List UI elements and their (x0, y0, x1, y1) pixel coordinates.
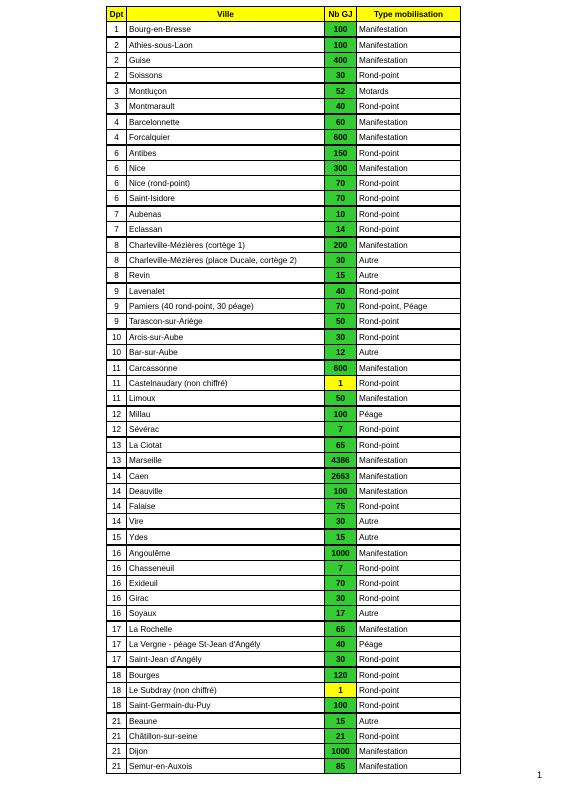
table-row (107, 161, 461, 176)
cell-ville: Nice (127, 161, 325, 176)
cell-ville: Vire (127, 514, 325, 530)
cell-dpt: 15 (107, 529, 127, 545)
table-row (107, 299, 461, 314)
cell-dpt: 11 (107, 376, 127, 391)
cell-type-mobilisation: Manifestation (357, 468, 461, 484)
cell-nb-gj: 30 (325, 329, 357, 345)
table-row (107, 437, 461, 453)
cell-nb-gj: 30 (325, 514, 357, 530)
cell-type-mobilisation: Rond-point (357, 576, 461, 591)
cell-nb-gj: 70 (325, 299, 357, 314)
cell-dpt: 8 (107, 268, 127, 284)
cell-ville: Athies-sous-Laon (127, 37, 325, 53)
cell-nb-gj: 17 (325, 606, 357, 622)
cell-dpt: 7 (107, 222, 127, 238)
cell-type-mobilisation: Rond-point (357, 314, 461, 330)
cell-dpt: 16 (107, 561, 127, 576)
cell-type-mobilisation: Rond-point, Péage (357, 299, 461, 314)
cell-dpt: 6 (107, 161, 127, 176)
cell-nb-gj: 65 (325, 621, 357, 637)
cell-dpt: 10 (107, 329, 127, 345)
cell-nb-gj: 100 (325, 406, 357, 422)
cell-nb-gj: 7 (325, 561, 357, 576)
cell-type-mobilisation: Rond-point (357, 683, 461, 698)
cell-ville: Castelnaudary (non chiffré) (127, 376, 325, 391)
cell-nb-gj: 40 (325, 283, 357, 299)
cell-ville: Limoux (127, 391, 325, 407)
cell-dpt: 14 (107, 514, 127, 530)
cell-type-mobilisation: Rond-point (357, 176, 461, 191)
cell-type-mobilisation: Manifestation (357, 484, 461, 499)
cell-dpt: 2 (107, 53, 127, 68)
cell-ville: Exideuil (127, 576, 325, 591)
cell-dpt: 17 (107, 637, 127, 652)
cell-type-mobilisation: Manifestation (357, 130, 461, 146)
cell-type-mobilisation: Autre (357, 268, 461, 284)
table-body (107, 22, 461, 774)
table-row (107, 376, 461, 391)
table-row (107, 53, 461, 68)
cell-dpt: 2 (107, 68, 127, 84)
cell-nb-gj: 1000 (325, 545, 357, 561)
cell-dpt: 12 (107, 422, 127, 438)
table-row (107, 68, 461, 84)
cell-type-mobilisation: Péage (357, 637, 461, 652)
cell-ville: Bourges (127, 667, 325, 683)
cell-type-mobilisation: Rond-point (357, 591, 461, 606)
cell-dpt: 6 (107, 191, 127, 207)
table-row (107, 591, 461, 606)
cell-ville: Dijon (127, 744, 325, 759)
table-row (107, 83, 461, 99)
table-row (107, 130, 461, 146)
cell-dpt: 12 (107, 406, 127, 422)
cell-type-mobilisation: Manifestation (357, 22, 461, 38)
cell-ville: Arcis-sur-Aube (127, 329, 325, 345)
cell-nb-gj: 300 (325, 161, 357, 176)
table-row (107, 545, 461, 561)
table-row (107, 468, 461, 484)
cell-dpt: 14 (107, 484, 127, 499)
cell-type-mobilisation: Autre (357, 514, 461, 530)
cell-dpt: 9 (107, 283, 127, 299)
table-row (107, 145, 461, 161)
cell-type-mobilisation: Rond-point (357, 145, 461, 161)
cell-ville: Saint-Germain-du-Puy (127, 698, 325, 714)
table-row (107, 529, 461, 545)
cell-type-mobilisation: Manifestation (357, 161, 461, 176)
table-row (107, 406, 461, 422)
cell-dpt: 21 (107, 744, 127, 759)
cell-ville: La Ciotat (127, 437, 325, 453)
cell-nb-gj: 100 (325, 22, 357, 38)
cell-type-mobilisation: Autre (357, 529, 461, 545)
cell-nb-gj: 100 (325, 698, 357, 714)
table-row (107, 729, 461, 744)
cell-dpt: 8 (107, 237, 127, 253)
table-row (107, 667, 461, 683)
cell-nb-gj: 30 (325, 68, 357, 84)
cell-nb-gj: 30 (325, 591, 357, 606)
table-row (107, 253, 461, 268)
table-row (107, 206, 461, 222)
cell-dpt: 7 (107, 206, 127, 222)
cell-dpt: 11 (107, 391, 127, 407)
cell-nb-gj: 10 (325, 206, 357, 222)
cell-type-mobilisation: Rond-point (357, 437, 461, 453)
table-row (107, 345, 461, 361)
cell-ville: Guise (127, 53, 325, 68)
table-row (107, 329, 461, 345)
cell-type-mobilisation: Rond-point (357, 329, 461, 345)
cell-nb-gj: 1000 (325, 744, 357, 759)
cell-ville: Soyaux (127, 606, 325, 622)
cell-dpt: 2 (107, 37, 127, 53)
cell-nb-gj: 15 (325, 713, 357, 729)
table-row (107, 561, 461, 576)
table-row (107, 621, 461, 637)
cell-dpt: 8 (107, 253, 127, 268)
cell-ville: Châtillon-sur-seine (127, 729, 325, 744)
table-row (107, 606, 461, 622)
cell-nb-gj: 60 (325, 114, 357, 130)
header-row (107, 7, 461, 22)
cell-nb-gj: 2663 (325, 468, 357, 484)
cell-type-mobilisation: Rond-point (357, 222, 461, 238)
cell-type-mobilisation: Rond-point (357, 698, 461, 714)
cell-nb-gj: 70 (325, 576, 357, 591)
table-row (107, 391, 461, 407)
cell-type-mobilisation: Rond-point (357, 729, 461, 744)
cell-ville: Pamiers (40 rond-point, 30 péage) (127, 299, 325, 314)
cell-ville: Forcalquier (127, 130, 325, 146)
cell-nb-gj: 12 (325, 345, 357, 361)
cell-type-mobilisation: Manifestation (357, 53, 461, 68)
cell-nb-gj: 120 (325, 667, 357, 683)
cell-nb-gj: 15 (325, 529, 357, 545)
table-row (107, 191, 461, 207)
table-row (107, 759, 461, 774)
cell-ville: Aubenas (127, 206, 325, 222)
cell-type-mobilisation: Rond-point (357, 422, 461, 438)
cell-ville: Barcelonnette (127, 114, 325, 130)
cell-ville: Deauville (127, 484, 325, 499)
cell-ville: Carcassonne (127, 360, 325, 376)
cell-ville: Antibes (127, 145, 325, 161)
cell-dpt: 14 (107, 468, 127, 484)
cell-ville: Tarascon-sur-Ariège (127, 314, 325, 330)
cell-nb-gj: 1 (325, 683, 357, 698)
cell-type-mobilisation: Rond-point (357, 68, 461, 84)
cell-nb-gj: 600 (325, 130, 357, 146)
cell-ville: Le Subdray (non chiffré) (127, 683, 325, 698)
table-row (107, 37, 461, 53)
cell-ville: Bourg-en-Bresse (127, 22, 325, 38)
cell-dpt: 17 (107, 621, 127, 637)
table-row (107, 222, 461, 238)
cell-nb-gj: 200 (325, 237, 357, 253)
cell-ville: Girac (127, 591, 325, 606)
cell-dpt: 6 (107, 176, 127, 191)
cell-dpt: 9 (107, 314, 127, 330)
cell-type-mobilisation: Manifestation (357, 391, 461, 407)
table-row (107, 484, 461, 499)
cell-ville: Nice (rond-point) (127, 176, 325, 191)
table-row (107, 499, 461, 514)
table-row (107, 314, 461, 330)
cell-dpt: 18 (107, 667, 127, 683)
cell-dpt: 9 (107, 299, 127, 314)
table-row (107, 713, 461, 729)
cell-ville: Charleville-Mézières (cortège 1) (127, 237, 325, 253)
cell-ville: La Vergne - péage St-Jean d'Angély (127, 637, 325, 652)
header-dpt: Dpt (107, 7, 127, 22)
cell-type-mobilisation: Manifestation (357, 453, 461, 469)
cell-type-mobilisation: Rond-point (357, 191, 461, 207)
table-row (107, 683, 461, 698)
cell-nb-gj: 21 (325, 729, 357, 744)
cell-type-mobilisation: Rond-point (357, 376, 461, 391)
mobilisation-table (106, 6, 461, 774)
cell-dpt: 13 (107, 453, 127, 469)
table-row (107, 176, 461, 191)
cell-ville: Revin (127, 268, 325, 284)
cell-dpt: 16 (107, 591, 127, 606)
cell-ville: Soissons (127, 68, 325, 84)
cell-type-mobilisation: Manifestation (357, 545, 461, 561)
cell-nb-gj: 75 (325, 499, 357, 514)
cell-dpt: 16 (107, 606, 127, 622)
cell-type-mobilisation: Autre (357, 713, 461, 729)
header-nb-gj: Nb GJ (325, 7, 357, 22)
cell-ville: Falaise (127, 499, 325, 514)
cell-type-mobilisation: Autre (357, 253, 461, 268)
cell-type-mobilisation: Manifestation (357, 744, 461, 759)
table-row (107, 22, 461, 38)
cell-ville: Marseille (127, 453, 325, 469)
cell-dpt: 13 (107, 437, 127, 453)
cell-ville: Angoulême (127, 545, 325, 561)
cell-nb-gj: 4386 (325, 453, 357, 469)
table-row (107, 652, 461, 668)
cell-dpt: 4 (107, 114, 127, 130)
table-row (107, 99, 461, 115)
table-row (107, 637, 461, 652)
cell-ville: Millau (127, 406, 325, 422)
table-row (107, 114, 461, 130)
cell-type-mobilisation: Rond-point (357, 499, 461, 514)
cell-dpt: 21 (107, 729, 127, 744)
cell-dpt: 3 (107, 99, 127, 115)
cell-nb-gj: 14 (325, 222, 357, 238)
cell-ville: Chasseneuil (127, 561, 325, 576)
table-row (107, 422, 461, 438)
cell-dpt: 21 (107, 759, 127, 774)
cell-nb-gj: 40 (325, 99, 357, 115)
cell-nb-gj: 600 (325, 360, 357, 376)
cell-ville: Beaune (127, 713, 325, 729)
cell-dpt: 16 (107, 576, 127, 591)
cell-nb-gj: 1 (325, 376, 357, 391)
cell-dpt: 1 (107, 22, 127, 38)
cell-dpt: 16 (107, 545, 127, 561)
cell-type-mobilisation: Manifestation (357, 237, 461, 253)
cell-type-mobilisation: Rond-point (357, 283, 461, 299)
cell-dpt: 11 (107, 360, 127, 376)
cell-ville: Semur-en-Auxois (127, 759, 325, 774)
cell-dpt: 6 (107, 145, 127, 161)
cell-type-mobilisation: Manifestation (357, 621, 461, 637)
cell-ville: Saint-Jean d'Angély (127, 652, 325, 668)
cell-nb-gj: 100 (325, 37, 357, 53)
table-row (107, 514, 461, 530)
cell-type-mobilisation: Rond-point (357, 667, 461, 683)
cell-nb-gj: 40 (325, 637, 357, 652)
cell-nb-gj: 7 (325, 422, 357, 438)
cell-type-mobilisation: Autre (357, 345, 461, 361)
cell-type-mobilisation: Rond-point (357, 652, 461, 668)
cell-type-mobilisation: Manifestation (357, 759, 461, 774)
cell-type-mobilisation: Rond-point (357, 99, 461, 115)
cell-dpt: 21 (107, 713, 127, 729)
cell-ville: La Rochelle (127, 621, 325, 637)
cell-type-mobilisation: Motards (357, 83, 461, 99)
cell-ville: Bar-sur-Aube (127, 345, 325, 361)
table-row (107, 453, 461, 469)
cell-type-mobilisation: Manifestation (357, 114, 461, 130)
header-type-mobilisation: Type mobilisation (357, 7, 461, 22)
cell-ville: Montluçon (127, 83, 325, 99)
page-number: 1 (537, 770, 543, 780)
cell-dpt: 3 (107, 83, 127, 99)
cell-nb-gj: 150 (325, 145, 357, 161)
cell-ville: Charleville-Mézières (place Ducale, cortège 2) (127, 253, 325, 268)
cell-nb-gj: 30 (325, 652, 357, 668)
cell-nb-gj: 50 (325, 391, 357, 407)
cell-ville: Ydes (127, 529, 325, 545)
cell-type-mobilisation: Rond-point (357, 561, 461, 576)
cell-nb-gj: 85 (325, 759, 357, 774)
cell-type-mobilisation: Manifestation (357, 360, 461, 376)
cell-dpt: 14 (107, 499, 127, 514)
table-row (107, 576, 461, 591)
cell-nb-gj: 100 (325, 484, 357, 499)
cell-type-mobilisation: Péage (357, 406, 461, 422)
cell-type-mobilisation: Manifestation (357, 37, 461, 53)
cell-ville: Saint-Isidore (127, 191, 325, 207)
header-ville: Ville (127, 7, 325, 22)
table-row (107, 268, 461, 284)
cell-dpt: 18 (107, 698, 127, 714)
cell-nb-gj: 400 (325, 53, 357, 68)
cell-ville: Sévérac (127, 422, 325, 438)
cell-type-mobilisation: Rond-point (357, 206, 461, 222)
cell-dpt: 18 (107, 683, 127, 698)
cell-dpt: 4 (107, 130, 127, 146)
cell-ville: Caen (127, 468, 325, 484)
cell-dpt: 17 (107, 652, 127, 668)
cell-nb-gj: 70 (325, 176, 357, 191)
cell-ville: Montmarault (127, 99, 325, 115)
table-row (107, 744, 461, 759)
cell-nb-gj: 15 (325, 268, 357, 284)
cell-nb-gj: 70 (325, 191, 357, 207)
table-row (107, 698, 461, 714)
cell-nb-gj: 65 (325, 437, 357, 453)
cell-nb-gj: 30 (325, 253, 357, 268)
cell-ville: Lavenalet (127, 283, 325, 299)
table-row (107, 237, 461, 253)
cell-type-mobilisation: Autre (357, 606, 461, 622)
cell-nb-gj: 50 (325, 314, 357, 330)
table-row (107, 360, 461, 376)
table-row (107, 283, 461, 299)
cell-dpt: 10 (107, 345, 127, 361)
cell-nb-gj: 52 (325, 83, 357, 99)
cell-ville: Eclassan (127, 222, 325, 238)
